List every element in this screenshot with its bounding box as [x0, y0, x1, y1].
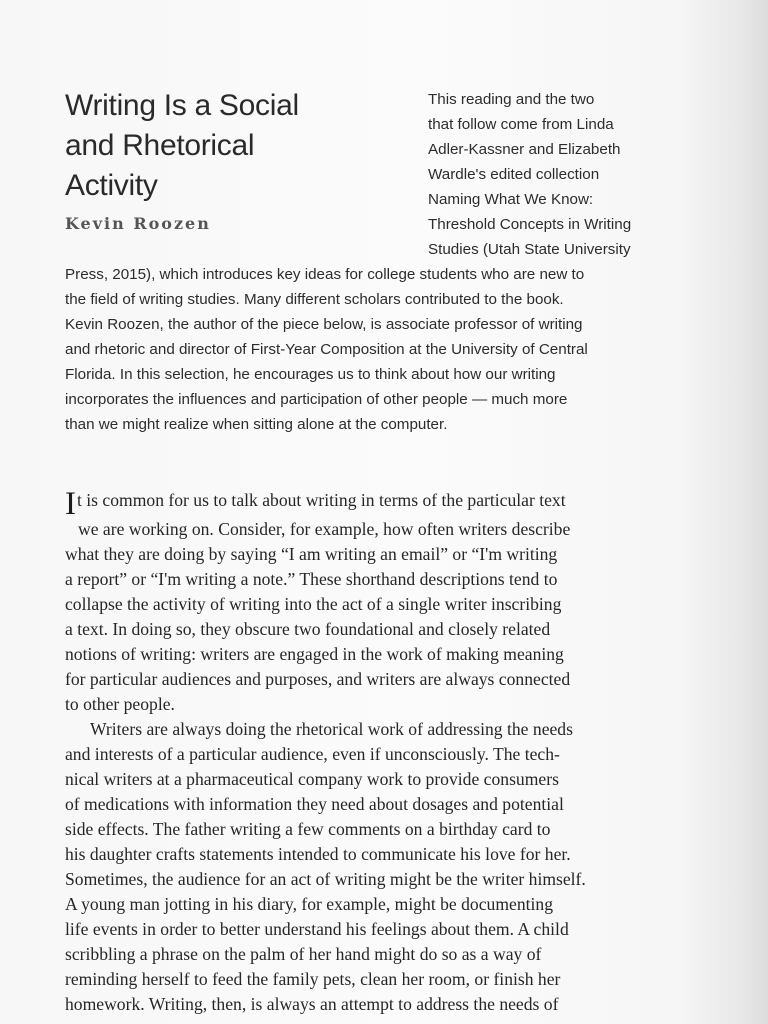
body-line: Writers are always doing the rhetorical work of addressing the needs [90, 719, 573, 739]
intro-line: than we might realize when sitting alone at the computer. [65, 416, 448, 433]
intro-line: Kevin Roozen, the author of the piece below, is associate professor of writing [65, 316, 583, 333]
title-line: Activity [65, 169, 158, 202]
body-line: his daughter crafts statements intended to communicate his love for her. [65, 844, 571, 864]
intro-line: Studies (Utah State University [428, 241, 631, 258]
body-line: and interests of a particular audience, even if unconsciously. The tech- [65, 744, 560, 764]
body-line: collapse the activity of writing into the act of a single writer inscribing [65, 594, 562, 614]
body-line: of medications with information they need about dosages and potential [65, 794, 564, 814]
body-line: life events in order to better understand his feelings about them. A child [65, 919, 569, 939]
intro-line: Naming What We Know: [428, 191, 594, 208]
author-name: Kevin Roozen [65, 214, 211, 233]
body-line: we are working on. Consider, for example, how often writers describe [78, 519, 571, 539]
intro-note-top [428, 87, 728, 262]
intro-line: Adler-Kassner and Elizabeth [428, 141, 621, 158]
body-line: homework. Writing, then, is always an attempt to address the needs of [65, 994, 559, 1014]
body-line: A young man jotting in his diary, for example, might be documenting [65, 894, 553, 914]
intro-line: Press, 2015), which introduces key ideas for college students who are new to [65, 266, 585, 283]
body-line-text: t is common for us to talk about writing in terms of the particular text [77, 490, 566, 510]
body-line: scribbling a phrase on the palm of her hand might do so as a way of [65, 944, 542, 964]
body-line: what they are doing by saying “I am writing an email” or “I'm writing [65, 544, 558, 564]
article-body [65, 488, 725, 1017]
intro-note-continued [65, 262, 725, 437]
intro-line: Threshold Concepts in Writing [428, 216, 632, 233]
intro-line: Wardle's edited collection [428, 166, 600, 183]
intro-line: and rhetoric and director of First-Year Composition at the University of Central [65, 341, 588, 358]
drop-cap: I [65, 486, 76, 522]
intro-line: that follow come from Linda [428, 116, 614, 133]
body-line [65, 486, 725, 522]
title-line: and Rhetorical [65, 129, 255, 162]
intro-line: incorporates the influences and participation of other people — much more [65, 391, 568, 408]
title-line: Writing Is a Social [65, 89, 299, 122]
body-line: a text. In doing so, they obscure two foundational and closely related [65, 619, 551, 639]
body-line: to other people. [65, 694, 175, 714]
intro-line: This reading and the two [428, 91, 595, 108]
body-line: notions of writing: writers are engaged in the work of making meaning [65, 644, 564, 664]
body-line: for particular audiences and purposes, and writers are always connected [65, 669, 571, 689]
intro-line: the field of writing studies. Many different scholars contributed to the book. [65, 291, 564, 308]
intro-line: Florida. In this selection, he encourages us to think about how our writing [65, 366, 556, 383]
body-line: nical writers at a pharmaceutical company work to provide consumers [65, 769, 559, 789]
chapter-title [65, 86, 395, 206]
body-line: a report” or “I'm writing a note.” These shorthand descriptions tend to [65, 569, 558, 589]
body-line: side effects. The father writing a few comments on a birthday card to [65, 819, 551, 839]
body-line: reminding herself to feed the family pets, clean her room, or finish her [65, 969, 561, 989]
body-line: Sometimes, the audience for an act of writing might be the writer himself. [65, 869, 586, 889]
